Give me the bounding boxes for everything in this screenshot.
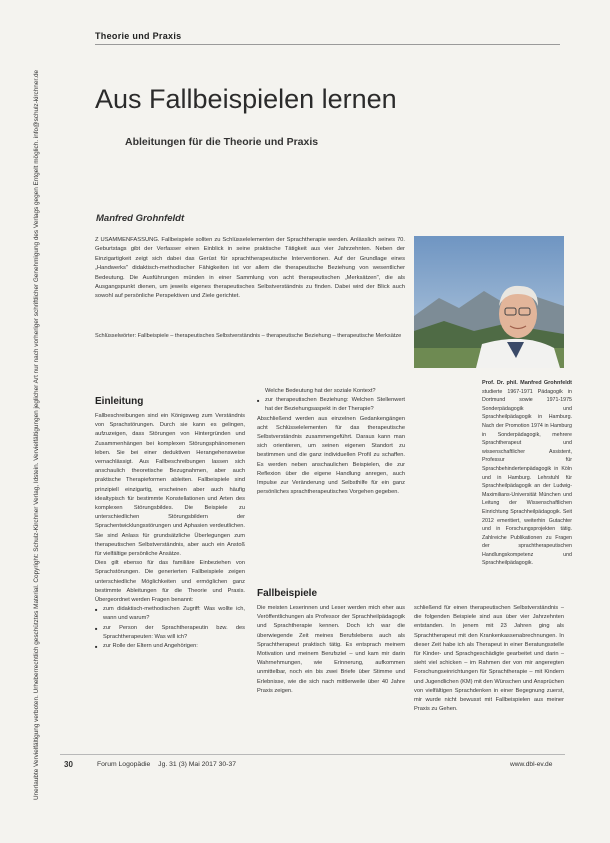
intro-paragraph-2: Dies gilt ebenso für das familiäre Einbeziehen von Sprachstörungen. Die generierten Fallbeispiele zeigen unterschiedliche Möglichkeiten und ermöglichen ganz bestimmte Ableitungen für die Theorie und Praxis. Übergeordnet werden Fragen benannt: [95, 560, 245, 604]
author-bio-name: Prof. Dr. phil. Manfred Grohnfeldt [482, 380, 572, 386]
header-rule [95, 44, 560, 45]
column-right [414, 604, 564, 750]
middle-top-text: Welche Bedeutung hat der soziale Kontext? [265, 388, 376, 394]
list-item: ■ zur Rolle der Eltern und Angehörigen: [103, 642, 245, 651]
heading-einleitung: Einleitung [95, 396, 144, 407]
keywords: Schlüsselwörter: Fallbeispiele – therapeutisches Selbstverständnis – therapeutische Beziehung – therapeutische Merksätze [95, 333, 402, 339]
heading-fallbeispiele: Fallbeispiele [257, 588, 318, 599]
copyright-margin-note [22, 60, 40, 800]
author-bio-text: studierte 1967-1971 Pädagogik in Dortmund sowie 1971-1975 Sonderpädagogik und Sprachheilpädagogik in Hamburg. Nach der Promotion 1974 in Hamburg in Sonderpädagogik, mehrere Sprachtherapeut und wissenschaftlicher Assistent, Professur für Sprachbehindertenpädagogik in Köln und in Hamburg. Lehrstuhl für Sprachheilpädagogik an der Ludwig-Maximilians-Universität München und Leitung der Wissenschaftlichen Einrichtung Sprachheilpädagogik. Seit 2012 emeritiert, weiterhin Gutachter und in Forschungsprojekten tätig. Zahlreiche Publikationen zu Fragen der sprachtherapeutischen Handlungskompetenz und Sprachheilpädagogik. [482, 388, 572, 567]
article-subtitle: Ableitungen für die Theorie und Praxis [125, 136, 319, 148]
middle-bullet-list [257, 396, 405, 414]
copyright-text: Unerlaubte Vervielfältigung verboten. Urheberrechtlich geschütztes Material. Copyright: Schulz-Kirchner Verlag, Idstein. Vervielfältigungen jeglicher Art nur nach vorheriger schriftlicher Genehmigung des Verlags gegen Entgelt möglich. info@schulz-kirchner.de [33, 69, 40, 800]
intro-bullet-list [95, 605, 245, 651]
footer-url[interactable]: www.dbl-ev.de [510, 761, 553, 768]
middle-paragraph: Abschließend werden aus einzelnen Gedankengängen acht Schlüsselelementen für das therapeutische Selbstverständnis zusammengeführt. Daraus kann man sich orientieren, um seinen eigenen Standort zu bestimmen und die ganz individuellen Profil zu schaffen. Es werden neben anschaulichen Beispielen, die zur Reflexion über die eigene Handlung anregen, auch Impulse zur Veränderung und Selbsthilfe für ein ganz persönliches sprachtherapeutisches Vorgehen gegeben. [257, 415, 405, 496]
right-paragraph: schließend für einen therapeutischen Selbstverständnis – die folgenden Beispiele sind aus über vier Jahrzehnten entstanden. In jenem mit 23 Jahren ging als Sprachtherapeut mit den Krankenkassenabrechnungen. In dieser Zeit habe ich als Therapeut in einer Beratungsstelle für Kinder- und Sprachgeschädigte gearbeitet und darin – sieht viel schicken – im Rahmen der von mir angeregten Forschungseinrichtungen für Sprachtherapie – mit Kindern und Jugendlichen (KM) mit den Wünschen und Ansprüchen von vielfältigen Sprachdenken in einer Begegnung zuerst, mir wurde nicht bewusst mit Fallbeispielen aus meiner Praxis zu Gehen. [414, 605, 564, 713]
abstract: Z USAMMENFASSUNG. Fallbeispiele sollten zu Schlüsselelementen der Sprachtherapie werden. Anlässlich seines 70. Geburtstags gibt der Verfasser einen Einblick in seine praktische Tätigkeit aus vier Jahrzehnten. Neben der Einzigartigkeit zeigt sich dabei das Gerüst für sprachtherapeutische Interventionen. Auf der Grundlage eines „Handwerks" didaktisch-methodischer Fähigkeiten ist vor allem die therapeutische Beziehung von wesentlicher Bedeutung. Die Ausführungen münden in einer Sammlung von acht therapeutischen „Merksätzen", die als Ausgangspunkt dienen, um jeweils eigenes therapeutisches Selbstverständnis zu finden. Dabei wird der Blick auch sowohl auf persönliche Perspektiven und Ziele gerichtet. [95, 237, 405, 300]
article-author: Manfred Grohnfeldt [96, 213, 185, 224]
journal-name: Forum Logopädie [97, 761, 151, 768]
list-item: ■ zum didaktisch-methodischen Zugriff: Was wollte ich, wann und warum? [103, 605, 245, 623]
column-middle-lower [257, 604, 405, 750]
journal-citation [97, 761, 236, 768]
article-title: Aus Fallbeispielen lernen [95, 84, 397, 114]
list-item: ■ zur Person der Sprachtherapeutin bzw. des Sprachtherapeuten: Was will ich? [103, 624, 245, 642]
list-item: ■ zur therapeutischen Beziehung: Welchen Stellenwert hat der Beziehungsaspekt in der Therapie? [265, 396, 405, 414]
journal-issue: Jg. 31 (3) Mai 2017 30-37 [158, 761, 237, 768]
author-portrait-image [414, 236, 564, 368]
author-bio [482, 379, 572, 568]
section-label: Theorie und Praxis [95, 31, 182, 41]
author-photo [414, 236, 564, 368]
intro-paragraph: Fallbeschreibungen sind ein Königsweg zum Verständnis von Sprachstörungen. Durch sie kann es gelingen, aufzuzeigen, dass Störungen von Hintergründen und Zusammenhängen bei komplexen Störungsphänomenen leben. Sie bei einer deduktiven Herangehensweise vernachlässigt. Aus Fallbeschreibungen lassen sich anschaulich theoretische Bezugnahmen, aber auch praktische Therapieformen ableiten. Fallbeispiele sind prinzipiell einzigartig, erscheinen aber auch häufig idealtypisch für bestimmte Konstellationen und Arten des komplexen Störungsbildes. Die Beispiele zu unterschiedlichen Störungsbildern der Sprachentwicklungsstörungen und Aphasien verdeutlichen. Sie sind Anlass für grundsätzliche Überlegungen zum therapeutischen Selbstverständnis, aber auch ein Anstoß für vielfältige persönliche Ansätze. [95, 413, 245, 558]
fallbeispiele-paragraph: Die meisten Leserinnen und Leser werden mich eher aus Veröffentlichungen als Professor der Sprachheilpädagogik und Sprachtherapie kennen. Doch ich war die überwiegende Zeit meines Berufslebens auch als Sprachtherapeut praktisch tätig. Es entsprach meinem Motivation und meinem Berufsziel – und kam mir darin Wahrnehmungen, wie Erinnerung, aufkommen unmittelbar, noch ein bis zwei Briefe über Stimme und Erlebnisse, wie die sich nach mittlerweile über 40 Jahre Praxis zeigen. [257, 605, 405, 694]
footer-rule [60, 754, 565, 755]
column-left [95, 412, 245, 750]
column-middle [257, 387, 405, 577]
page-number: 30 [64, 760, 73, 769]
